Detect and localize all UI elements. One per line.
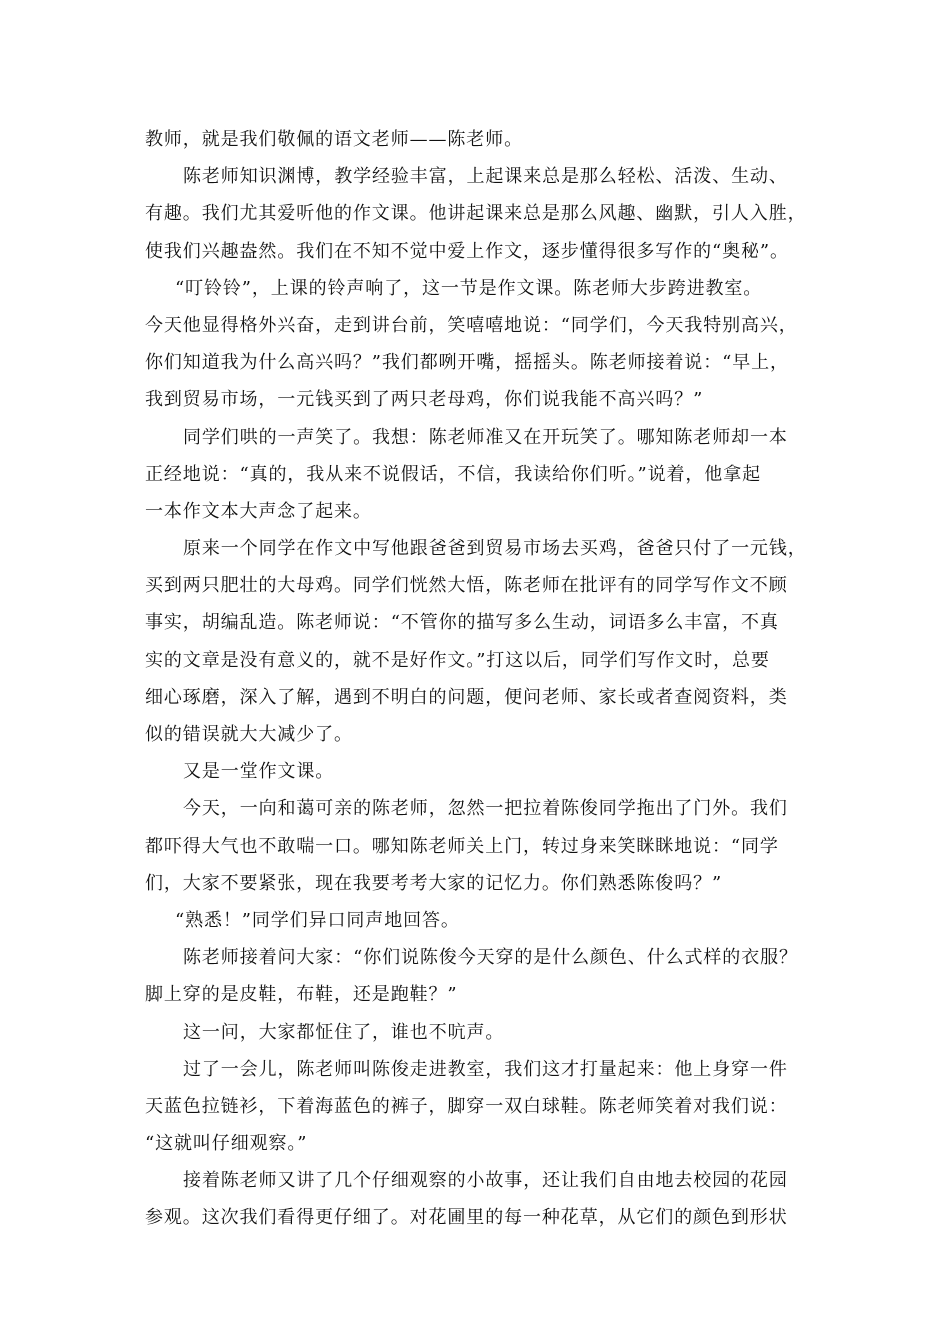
text-line: 似的错误就大大减少了。 [145, 724, 353, 745]
paragraph-start-line: 原来一个同学在作文中写他跟爸爸到贸易市场去买鸡，爸爸只付了一元钱， [183, 538, 807, 560]
text-line: 你们知道我为什么高兴吗？”我们都咧开嘴，摇摇头。陈老师接着说：“早上， [145, 352, 789, 374]
paragraph-start-line: 过了一会儿，陈老师叫陈俊走进教室，我们这才打量起来：他上身穿一件 [183, 1058, 788, 1080]
text-line: 们，大家不要紧张，现在我要考考大家的记忆力。你们熟悉陈俊吗？” [145, 872, 723, 894]
text-line: 都吓得大气也不敢喘一口。哪知陈老师关上门，转过身来笑眯眯地说：“同学 [145, 835, 779, 857]
text-line: 正经地说：“真的，我从来不说假话，不信，我读给你们听。”说着，他拿起 [145, 463, 762, 485]
paragraph-start-line: 又是一堂作文课。 [183, 761, 335, 783]
text-line: 我到贸易市场，一元钱买到了两只老母鸡，你们说我能不高兴吗？” [145, 389, 704, 411]
text-line: 参观。这次我们看得更仔细了。对花圃里的每一种花草，从它们的颜色到形状 [145, 1207, 788, 1229]
text-line: 一本作文本大声念了起来。 [145, 500, 372, 522]
paragraph-start-line: 同学们哄的一声笑了。我想：陈老师准又在开玩笑了。哪知陈老师却一本 [183, 426, 788, 448]
text-line: 买到两只肥壮的大母鸡。同学们恍然大悟，陈老师在批评有的同学写作文不顾 [145, 575, 788, 597]
essay-body [145, 121, 830, 1237]
paragraph-start-line: “叮铃铃”，上课的铃声响了，这一节是作文课。陈老师大步跨进教室。 [175, 277, 763, 299]
text-line: 天蓝色拉链衫，下着海蓝色的裤子，脚穿一双白球鞋。陈老师笑着对我们说： [145, 1095, 788, 1117]
paragraph-start-line: “熟悉！”同学们异口同声地回答。 [175, 909, 460, 931]
text-line: 使我们兴趣盎然。我们在不知不觉中爱上作文，逐步懂得很多写作的“奥秘”。 [145, 240, 789, 262]
text-line: 有趣。我们尤其爱听他的作文课。他讲起课来总是那么风趣、幽默，引人入胜， [145, 203, 807, 225]
text-line: 教师，就是我们敬佩的语文老师——陈老师。 [145, 129, 523, 150]
paragraph-start-line: 接着陈老师又讲了几个仔细观察的小故事，还让我们自由地去校园的花园 [183, 1170, 788, 1192]
text-line: “这就叫仔细观察。” [145, 1133, 308, 1155]
text-line: 今天他显得格外兴奋，走到讲台前，笑嘻嘻地说：“同学们，今天我特别高兴， [145, 314, 798, 336]
paragraph-start-line: 这一问，大家都怔住了，谁也不吭声。 [183, 1021, 505, 1043]
paragraph-start-line: 今天，一向和蔼可亲的陈老师，忽然一把拉着陈俊同学拖出了门外。我们 [183, 798, 788, 820]
paragraph-start-line: 陈老师知识渊博，教学经验丰富，上起课来总是那么轻松、活泼、生动、 [183, 166, 788, 188]
paragraph-start-line: 陈老师接着问大家：“你们说陈俊今天穿的是什么颜色、什么式样的衣服？ [183, 947, 798, 969]
text-line: 事实，胡编乱造。陈老师说：“不管你的描写多么生动，词语多么丰富，不真 [145, 612, 779, 634]
text-line: 细心琢磨，深入了解，遇到不明白的问题，便问老师、家长或者查阅资料，类 [145, 686, 788, 708]
text-line: 实的文章是没有意义的，就不是好作文。”打这以后，同学们写作文时，总要 [145, 649, 770, 671]
text-line: 脚上穿的是皮鞋，布鞋，还是跑鞋？” [145, 984, 458, 1006]
